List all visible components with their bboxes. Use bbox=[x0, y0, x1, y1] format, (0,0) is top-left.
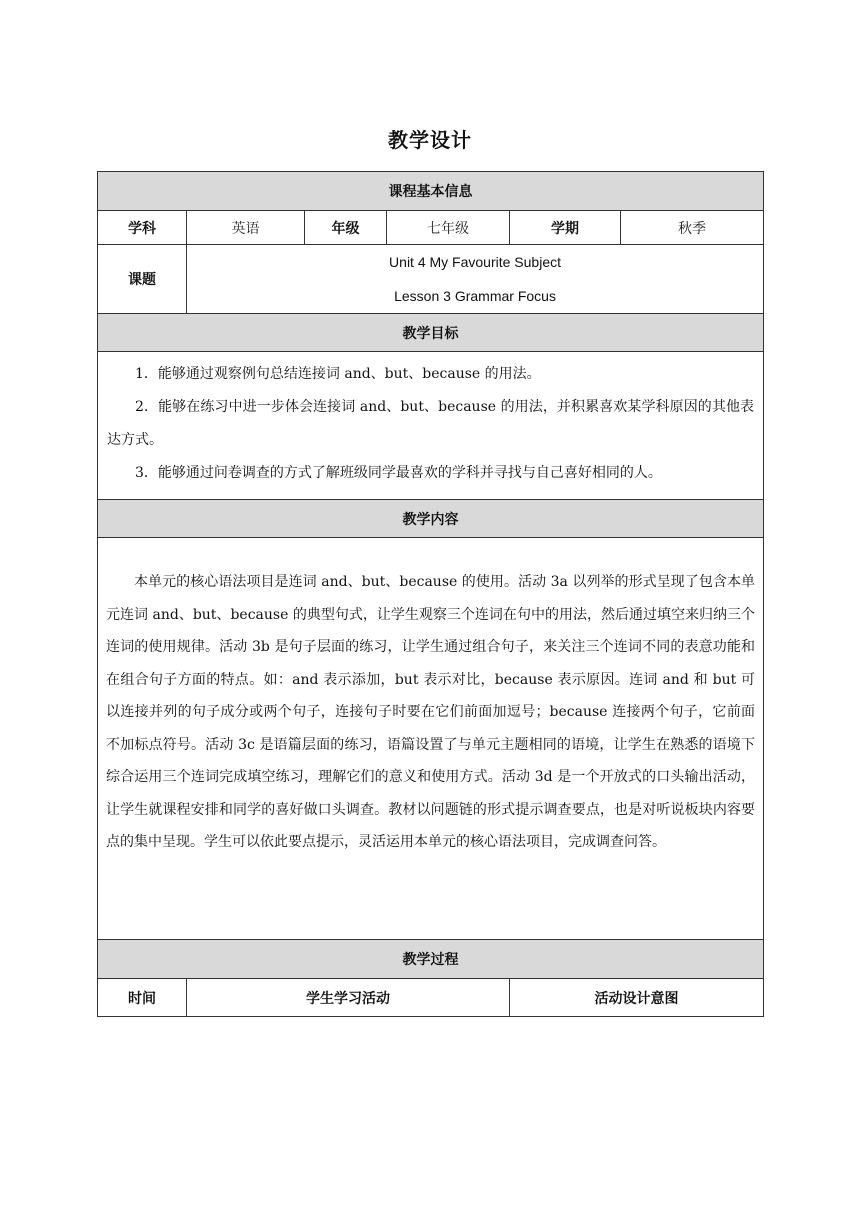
topic-unit: Unit 4 My Favourite Subject bbox=[389, 254, 562, 270]
objectives-cell bbox=[98, 352, 764, 500]
content-paragraph: 本单元的核心语法项目是连词 and、but、because 的使用。活动 3a 以列举的形式呈现了包含本单元连词 and、but、because 的典型句式，让学生观察三个连词在句中的用法，然后通过填空来归纳三个连词的使用规律。活动 3b 是句子层面的练习，让学生通过组合句子，来关注三个连词不同的表意功能和在组合句子方面的特点。如：and 表示添加，but 表示对比，because 表示原因。连词 and 和 but 可以连接并列的句子成分或两个句子，连接句子时要在它们前面加逗号；because 连接两个句子，它前面不加标点符号。活动 3c 是语篇层面的练习，语篇设置了与单元主题相同的语境，让学生在熟悉的语境下综合运用三个连词完成填空练习，理解它们的意义和使用方式。活动 3d 是一个开放式的口头输出活动，让学生就课程安排和同学的喜好做口头调查。教材以问题链的形式提示调查要点，也是对听说板块内容要点的集中呈现。学生可以依此要点提示，灵活运用本单元的核心语法项目，完成调查问答。 bbox=[106, 574, 756, 850]
section-header-objectives: 教学目标 bbox=[98, 314, 764, 352]
process-col-intent: 活动设计意图 bbox=[510, 979, 764, 1017]
subject-value: 英语 bbox=[187, 211, 305, 245]
page-title: 教学设计 bbox=[388, 128, 472, 152]
process-col-time: 时间 bbox=[98, 979, 187, 1017]
topic-lesson: Lesson 3 Grammar Focus bbox=[394, 288, 556, 304]
topic-label: 课题 bbox=[98, 245, 187, 314]
grade-label: 年级 bbox=[305, 211, 387, 245]
objective-item: 1．能够通过观察例句总结连接词 and、but、because 的用法。 bbox=[135, 366, 541, 382]
section-header-basic-info: 课程基本信息 bbox=[98, 172, 764, 211]
objective-item: 2．能够在练习中进一步体会连接词 and、but、because 的用法，并积累喜欢某学科原因的其他表达方式。 bbox=[107, 399, 755, 448]
grade-value: 七年级 bbox=[387, 211, 510, 245]
topic-value bbox=[187, 245, 764, 314]
subject-label: 学科 bbox=[98, 211, 187, 245]
lesson-plan-table bbox=[97, 171, 764, 1017]
objective-item: 3．能够通过问卷调查的方式了解班级同学最喜欢的学科并寻找与自己喜好相同的人。 bbox=[135, 465, 662, 481]
section-header-content: 教学内容 bbox=[98, 500, 764, 538]
section-header-process: 教学过程 bbox=[98, 940, 764, 979]
term-label: 学期 bbox=[510, 211, 621, 245]
process-col-activity: 学生学习活动 bbox=[187, 979, 510, 1017]
term-value: 秋季 bbox=[621, 211, 764, 245]
content-cell bbox=[98, 538, 764, 940]
